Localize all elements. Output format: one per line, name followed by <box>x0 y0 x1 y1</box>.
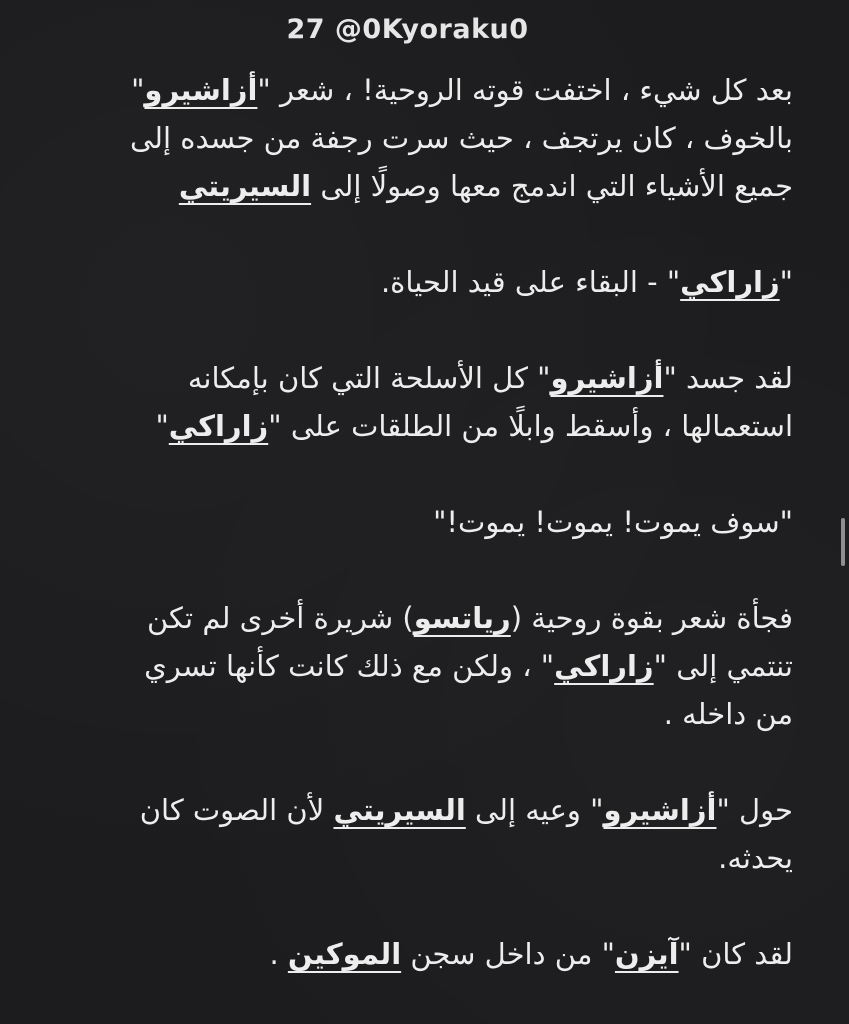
paragraph <box>53 498 793 546</box>
text-line <box>53 66 793 114</box>
text-segment: حول " <box>716 793 793 827</box>
highlighted-name: الموكين <box>287 937 402 971</box>
highlighted-name: أزاشيرو <box>603 793 717 827</box>
paragraph <box>53 354 793 450</box>
text-segment: بعد كل شيء ، اختفت قوته الروحية! ، شعر " <box>257 73 793 107</box>
text-segment: يحدثه. <box>718 841 793 875</box>
paragraph <box>53 258 793 306</box>
scrollbar[interactable] <box>841 518 845 566</box>
text-segment: " كل الأسلحة التي كان بإمكانه <box>187 361 551 395</box>
text-segment: " <box>779 265 793 299</box>
highlighted-name: السيريتي <box>333 793 466 827</box>
text-segment: من داخله . <box>663 697 793 731</box>
highlighted-name: زاراكي <box>680 265 780 299</box>
text-line <box>53 258 793 306</box>
text-segment: لقد كان " <box>678 937 793 971</box>
text-line <box>53 354 793 402</box>
paragraph <box>53 930 793 978</box>
text-segment: لأن الصوت كان <box>139 793 334 827</box>
text-segment: تنتمي إلى " <box>653 649 793 683</box>
highlighted-name: رياتسو <box>413 601 511 635</box>
text-line <box>53 786 793 834</box>
text-segment: " من داخل سجن <box>401 937 615 971</box>
paragraph <box>53 594 793 738</box>
text-segment: "سوف يموت! يموت! يموت!" <box>433 505 793 539</box>
text-line <box>53 162 793 210</box>
text-line <box>53 402 793 450</box>
text-segment: " ، ولكن مع ذلك كانت كأنها تسري <box>144 649 555 683</box>
text-segment: " <box>155 409 169 443</box>
text-segment: فجأة شعر بقوة روحية ( <box>510 601 793 635</box>
text-line <box>53 642 793 690</box>
page-header <box>0 14 815 45</box>
text-line <box>53 498 793 546</box>
highlighted-name: زاراكي <box>554 649 654 683</box>
text-segment: ) شريرة أخرى لم تكن <box>146 601 414 635</box>
highlighted-name: أزاشيرو <box>550 361 664 395</box>
text-line <box>53 690 793 738</box>
text-line <box>53 114 793 162</box>
text-segment: جميع الأشياء التي اندمج معها وصولًا إلى <box>311 169 793 203</box>
highlighted-name: زاراكي <box>168 409 269 443</box>
text-line <box>53 834 793 882</box>
author-handle[interactable]: @0Kyoraku0 <box>334 14 529 45</box>
text-segment: " وعيه إلى <box>465 793 604 827</box>
text-segment: " <box>131 73 145 107</box>
highlighted-name: السيريتي <box>178 169 312 203</box>
text-segment: " - البقاء على قيد الحياة. <box>380 265 681 299</box>
text-segment: استعمالها ، وأسقط وابلًا من الطلقات على " <box>268 409 793 443</box>
text-line <box>53 930 793 978</box>
text-segment: بالخوف ، كان يرتجف ، حيث سرت رجفة من جسده إلى <box>129 121 793 155</box>
paragraph <box>53 66 793 210</box>
story-text <box>53 66 793 978</box>
highlighted-name: آيزن <box>614 937 679 971</box>
text-segment: لقد جسد " <box>663 361 793 395</box>
highlighted-name: أزاشيرو <box>144 73 258 107</box>
text-segment: . <box>269 937 288 971</box>
paragraph <box>53 786 793 882</box>
text-line <box>53 594 793 642</box>
page-number: 27 <box>286 14 326 45</box>
